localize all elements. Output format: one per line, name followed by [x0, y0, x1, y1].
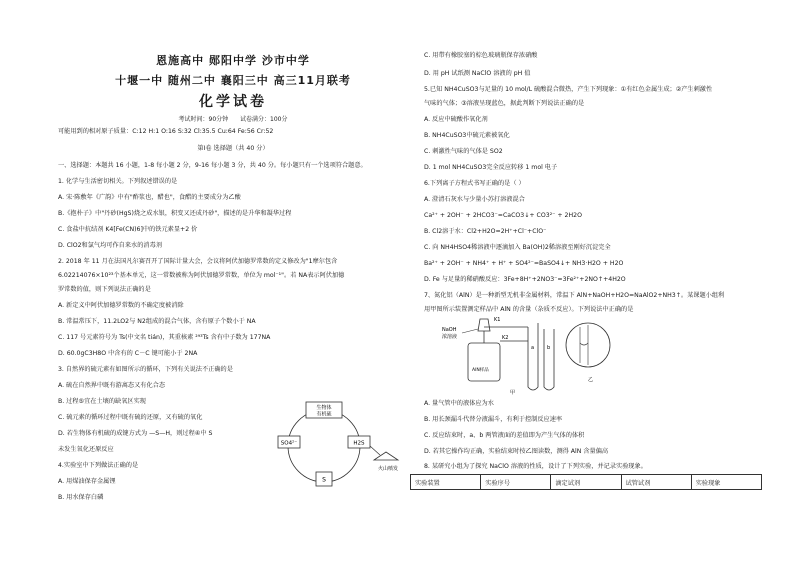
- organic-sulfur-label-1: 生物体: [316, 405, 332, 411]
- q5-option-d: D. 1 mol NH4CuSO3完全反应转移 1 mol 电子: [424, 164, 558, 171]
- q4-option-d: D. 用 pH 试纸测 NaClO 溶液的 pH 值: [424, 70, 531, 77]
- naoh-pointer: [462, 329, 478, 333]
- q2-option-c: C. 117 号元素符号为 Ts(中文名 tián)，其重核素 ²⁹³Ts 含有中子数为 177NA: [58, 334, 271, 341]
- exam-title: 化学试卷: [199, 94, 267, 110]
- q4-option-c: C. 用带有橡胶塞的棕色玻璃瓶保存浓硝酸: [424, 52, 538, 59]
- q1-option-d: D. ClO2和氯气均可作自来水的消毒剂: [58, 242, 162, 249]
- figure-yi-label: 乙: [588, 377, 594, 383]
- q2-option-b: B. 常温常压下，11.2LO2与 N2组成的混合气体，含有原子个数小于 NA: [58, 318, 256, 325]
- q6-stem: 6.下列离子方程式书写正确的是（ ）: [424, 180, 525, 187]
- sulfur-cycle-diagram: [266, 400, 416, 492]
- q7-option-c: C. 反应结束时，a、b 两管液面的差值即为产生气体的体积: [424, 432, 585, 439]
- q7-stem-2: 用甲图所示装置测定样品中 AlN 的含量（杂质不反应）。下列说法中正确的是: [424, 306, 634, 313]
- exam-meta: 考试时间：90分钟 试卷满分：100分: [178, 116, 288, 123]
- q4-option-a: A. 用煤油保存金属锂: [58, 478, 116, 485]
- q3-option-d-2: 未发生氧化还原反应: [58, 446, 114, 453]
- sulfate-label: SO4²⁻: [280, 440, 298, 447]
- school-names-line-1: 恩施高中 郧阳中学 沙市中学: [156, 54, 310, 67]
- sulfur-label: S: [322, 476, 326, 484]
- q7-option-d: D. 若其它操作均正确，实验结束时按乙图读数，测得 AlN 含量偏高: [424, 448, 609, 455]
- organic-sulfur-label-2: 有机硫: [316, 411, 332, 418]
- table-header-cell: 滴定试剂: [551, 475, 621, 490]
- q3-stem: 3. 自然界的硫元素有如图所示的循环，下列有关说法不正确的是: [58, 366, 233, 373]
- q1-stem: 1. 化学与生活密切相关。下列叙述错误的是: [58, 178, 178, 185]
- section-title: 第Ⅰ卷 选择题（共 40 分）: [197, 145, 269, 152]
- q1-option-b: B.《抱朴子》中"丹砂(HgS)烧之成水银，积变又还成丹砂"，描述的是升华和凝华过程: [58, 210, 292, 217]
- q6-option-a: A. 澄清石灰水与少量小苏打溶液混合: [424, 196, 525, 203]
- figure-jia-label: 甲: [510, 390, 516, 395]
- tube-a-label: a: [531, 345, 535, 351]
- q2-option-a: A. 新定义中阿伏加德罗常数的不确定度被消除: [58, 302, 184, 309]
- sample-label: AlN样品: [472, 368, 489, 373]
- table-row: [411, 475, 762, 490]
- tube-b: [544, 329, 554, 390]
- q8-stem: 8. 某研究小组为了探究 NaClO 溶液的性质，设计了下列实验，并记录实验现象。: [424, 463, 647, 470]
- q5-stem-2: 气味的气体；③溶液呈现蓝色，据此判断下列说法正确的是: [424, 100, 585, 107]
- table-header-cell: 实验装置: [411, 475, 481, 490]
- q6-option-c: C. 向 NH4HSO4稀溶液中逐滴加入 Ba(OH)2稀溶液至刚好沉淀完全: [424, 244, 611, 251]
- burette-a: [528, 323, 538, 390]
- valve-k2-label: K2: [502, 335, 509, 341]
- q4-stem: 4.实验室中下列做法正确的是: [58, 462, 139, 469]
- table-header-cell: 实验现象: [691, 475, 761, 490]
- q7-stem-1: 7、氮化铝（AlN）是一种新型无机非金属材料，常温下 AlN+NaOH+H2O=NaAlO2+NH3↑。某课题小组利: [424, 292, 725, 299]
- q2-stem-2: 6.02214076×10²³个基本单元，这一常数被称为阿伏加德罗常数，单位为 mol⁻¹"。若 NA表示阿伏加德: [58, 272, 345, 279]
- meniscus: [580, 343, 588, 345]
- atomic-masses: 可能用到的相对原子质量：C:12 H:1 O:16 S:32 Cl:35.5 Cu:64 Fe:56 Cr:52: [58, 128, 274, 135]
- school-names-line-2: 十堰一中 随州二中 襄阳三中 高三11月联考: [115, 74, 351, 87]
- q2-option-d: D. 60.0gC3H8O 中含有的 C－C 键可能小于 2NA: [58, 350, 198, 357]
- q5-option-a: A. 反应中硫酸作氧化剂: [424, 116, 488, 123]
- q7-option-a: A. 量气管中的液体应为水: [424, 400, 494, 407]
- q2-stem-3: 罗常数的值，则下列说法正确的是: [58, 286, 151, 293]
- q5-stem-1: 5.已知 NH4CuSO3与足量的 10 mol/L 硫酸混合微热，产生下列现象：①有红色金属生成；②产生刺激性: [424, 86, 713, 93]
- q2-stem-1: 2. 2018 年 11 月在法国凡尔赛召开了国际计量大会，会议将阿伏加德罗常数的定义修改为"1摩尔包含: [58, 258, 338, 265]
- apparatus-diagram: [438, 315, 768, 395]
- valve-k1-label: K1: [494, 317, 501, 323]
- q6-option-c-equation: Ba²⁺ + 2OH⁻ + NH4⁺ + H⁺ + SO4²⁻=BaSO4↓+ NH3·H2O + H2O: [424, 260, 624, 267]
- q6-option-b: B. Cl2溶于水：Cl2+H2O=2H⁺+Cl⁻+ClO⁻: [424, 228, 547, 235]
- instructions: 一、选择题：本题共 16 小题，1-8 每小题 2 分，9-16 每小题 3 分，共 40 分。每小题只有一个选项符合题意。: [58, 162, 367, 169]
- q1-option-c: C. 食盐中抗结剂 K4[Fe(CN)6]中的铁元素显+2 价: [58, 226, 198, 233]
- q3-option-b: B. 过程⑤宜在土壤的缺氧区实现: [58, 398, 146, 405]
- q3-option-a: A. 硫在自然界中既有游离态又有化合态: [58, 382, 166, 389]
- naoh-label-1: NaOH: [442, 327, 457, 333]
- reaction-flask: [468, 343, 500, 381]
- q7-option-b: B. 用长颈漏斗代替分液漏斗，有利于控制反应速率: [424, 416, 563, 423]
- volcano-label: 火山喷发: [377, 466, 399, 472]
- volcano-arrow: [370, 446, 380, 455]
- q5-option-b: B. NH4CuSO3中硫元素被氧化: [424, 132, 510, 139]
- q3-option-d-1: D. 若生物体有机硫的成键方式为 —S—H，则过程④中 S: [58, 430, 213, 437]
- separatory-funnel: [478, 319, 490, 331]
- q6-option-a-equation: Ca²⁺ + 2OH⁻ + 2HCO3⁻=CaCO3↓+ CO3²⁻ + 2H2O: [424, 212, 582, 219]
- h2s-label: H2S: [353, 440, 365, 447]
- q4-option-b: B. 用水保存白磷: [58, 494, 104, 501]
- q3-option-c: C. 硫元素的循环过程中既有硫的还原，又有硫的氧化: [58, 414, 203, 421]
- q1-option-a: A. 宋·陈敷年《广韵》中有"酢浆也，醋也"，食醋的主要成分为乙酸: [58, 194, 241, 201]
- q6-option-d: D. Fe 与足量的稀硝酸反应：3Fe+8H⁺+2NO3⁻=3Fe²⁺+2NO↑+4H2O: [424, 276, 626, 283]
- table-header-cell: 实验序号: [481, 475, 551, 490]
- table-header-cell: 试管试剂: [621, 475, 691, 490]
- tube-b-label: b: [547, 345, 551, 351]
- q5-option-c: C. 刺激性气味的气体是 SO2: [424, 148, 503, 155]
- naoh-label-2: 浓溶液: [442, 334, 458, 340]
- experiment-table: [410, 474, 762, 490]
